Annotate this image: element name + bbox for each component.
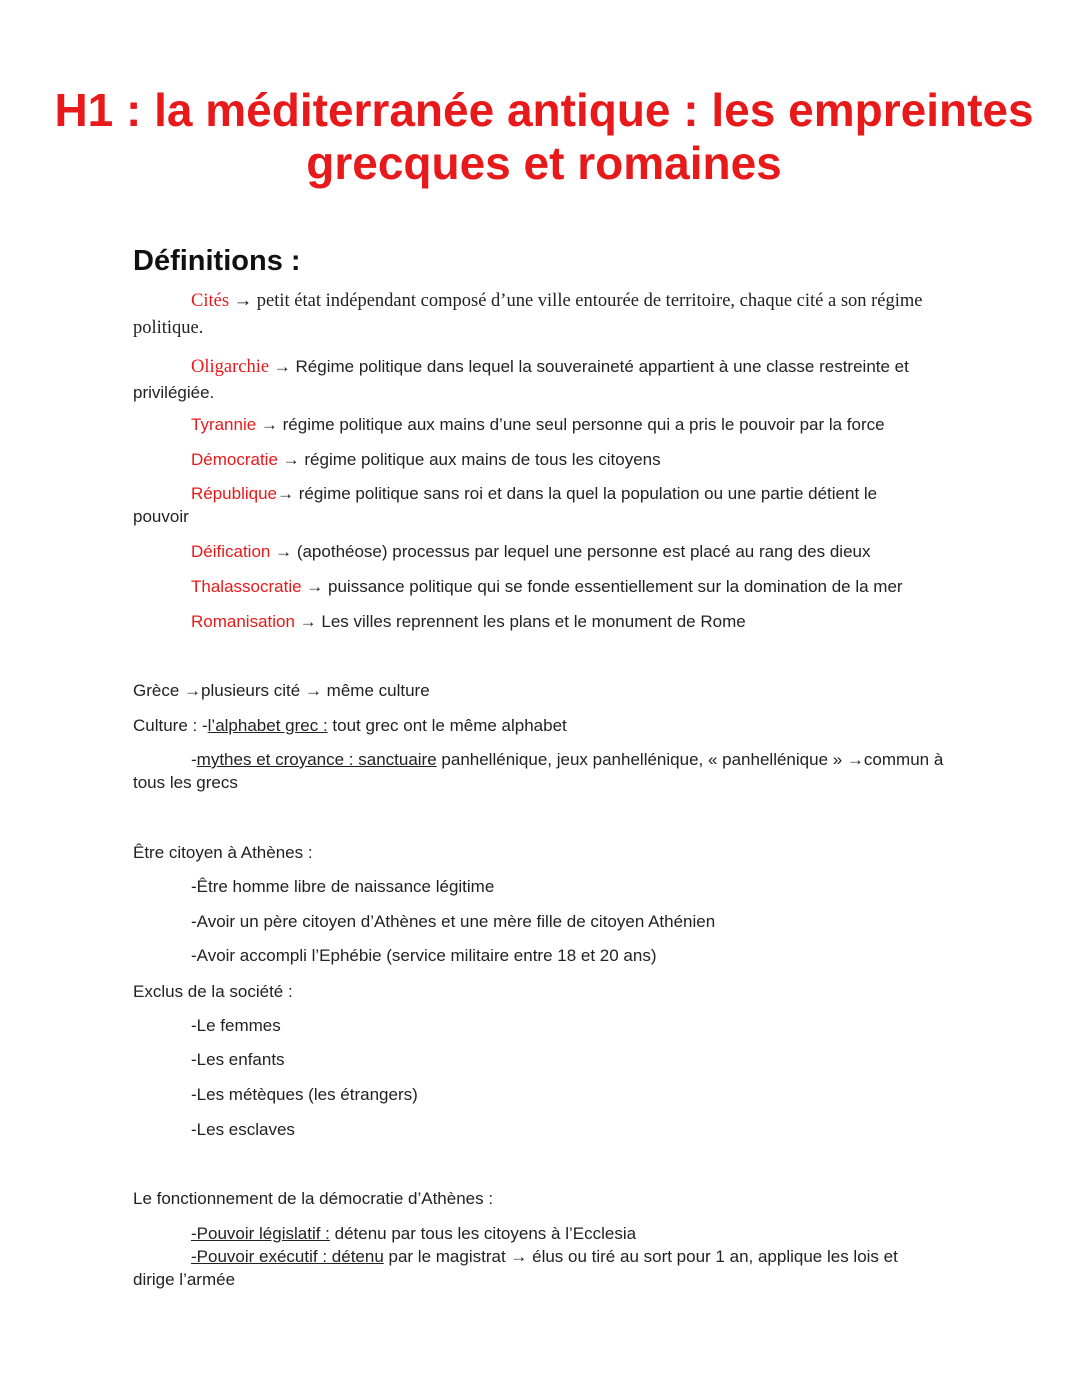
pouvoir-item (133, 1245, 933, 1291)
definition-item (133, 354, 958, 404)
citoyen-heading: Être citoyen à Athènes : (133, 843, 313, 862)
definition-text: → petit état indépendant composé d’une ville entourée de territoire, chaque cité a son régime politique. (133, 291, 923, 338)
definition-text: → régime politique aux mains de tous les citoyens (277, 450, 661, 469)
definition-term: Oligarchie (191, 357, 270, 377)
definition-term: Romanisation (191, 612, 295, 631)
page-title: H1 : la méditerranée antique : les empreintes grecques et romaines (54, 84, 1034, 189)
definition-text: → Régime politique dans lequel la souveraineté appartient à une classe restreinte et privilégiée. (133, 357, 909, 402)
dash: - (191, 750, 197, 769)
definition-term: République (191, 484, 278, 503)
definition-item (133, 610, 958, 633)
definition-text: → (apothéose) processus par lequel une personne est placé au rang des dieux (270, 542, 871, 561)
exclus-item: -Les métèques (les étrangers) (191, 1085, 418, 1104)
definition-item (133, 448, 958, 471)
definition-text: → puissance politique qui se fonde essentiellement sur la domination de la mer (301, 577, 903, 596)
culture-text: tout grec ont le même alphabet (327, 716, 567, 735)
pouvoir-text: détenu par tous les citoyens à l’Ecclesia (329, 1224, 637, 1243)
culture-line-2 (133, 748, 958, 794)
definition-term: Tyrannie (191, 415, 257, 434)
definition-term: Démocratie (191, 450, 278, 469)
pouvoir-text: par le magistrat → élus ou tiré au sort pour 1 an, applique les lois et dirige l’armée (133, 1247, 898, 1289)
definition-item (133, 288, 958, 342)
definition-item (133, 540, 958, 563)
pouvoir-label: -Pouvoir législatif : (191, 1224, 330, 1243)
definitions-heading: Définitions : (133, 245, 301, 277)
definition-item (133, 413, 958, 436)
culture-underlined: l’alphabet grec : (207, 716, 328, 735)
culture-text: panhellénique, jeux panhellénique, « panhellénique » →commun à tous les grecs (133, 750, 944, 792)
definition-text: → régime politique aux mains d’une seul personne qui a pris le pouvoir par la force (256, 415, 885, 434)
definition-term: Cités (191, 291, 230, 311)
definition-term: Déification (191, 542, 271, 561)
pouvoir-label: -Pouvoir exécutif : détenu (191, 1247, 384, 1266)
citoyen-item: -Avoir accompli l’Ephébie (service militaire entre 18 et 20 ans) (191, 946, 657, 965)
exclus-heading: Exclus de la société : (133, 982, 293, 1001)
definition-item (133, 482, 913, 528)
fonctionnement-heading: Le fonctionnement de la démocratie d’Athènes : (133, 1189, 494, 1208)
definition-text: → régime politique sans roi et dans la quel la population ou une partie détient le pouvoir (133, 484, 878, 526)
exclus-item: -Les esclaves (191, 1120, 295, 1139)
exclus-item: -Les enfants (191, 1050, 285, 1069)
citoyen-item: -Être homme libre de naissance légitime (191, 877, 495, 896)
definition-text: → Les villes reprennent les plans et le monument de Rome (294, 612, 746, 631)
culture-underlined: mythes et croyance : sanctuaire (196, 750, 437, 769)
citoyen-item: -Avoir un père citoyen d’Athènes et une mère fille de citoyen Athénien (191, 912, 716, 931)
definition-item (133, 575, 958, 598)
definition-term: Thalassocratie (191, 577, 302, 596)
culture-line (133, 714, 958, 737)
pouvoir-item (133, 1222, 958, 1245)
culture-prefix: Culture : - (133, 716, 208, 735)
exclus-item: -Le femmes (191, 1016, 281, 1035)
grece-line: Grèce →plusieurs cité → même culture (133, 681, 430, 700)
